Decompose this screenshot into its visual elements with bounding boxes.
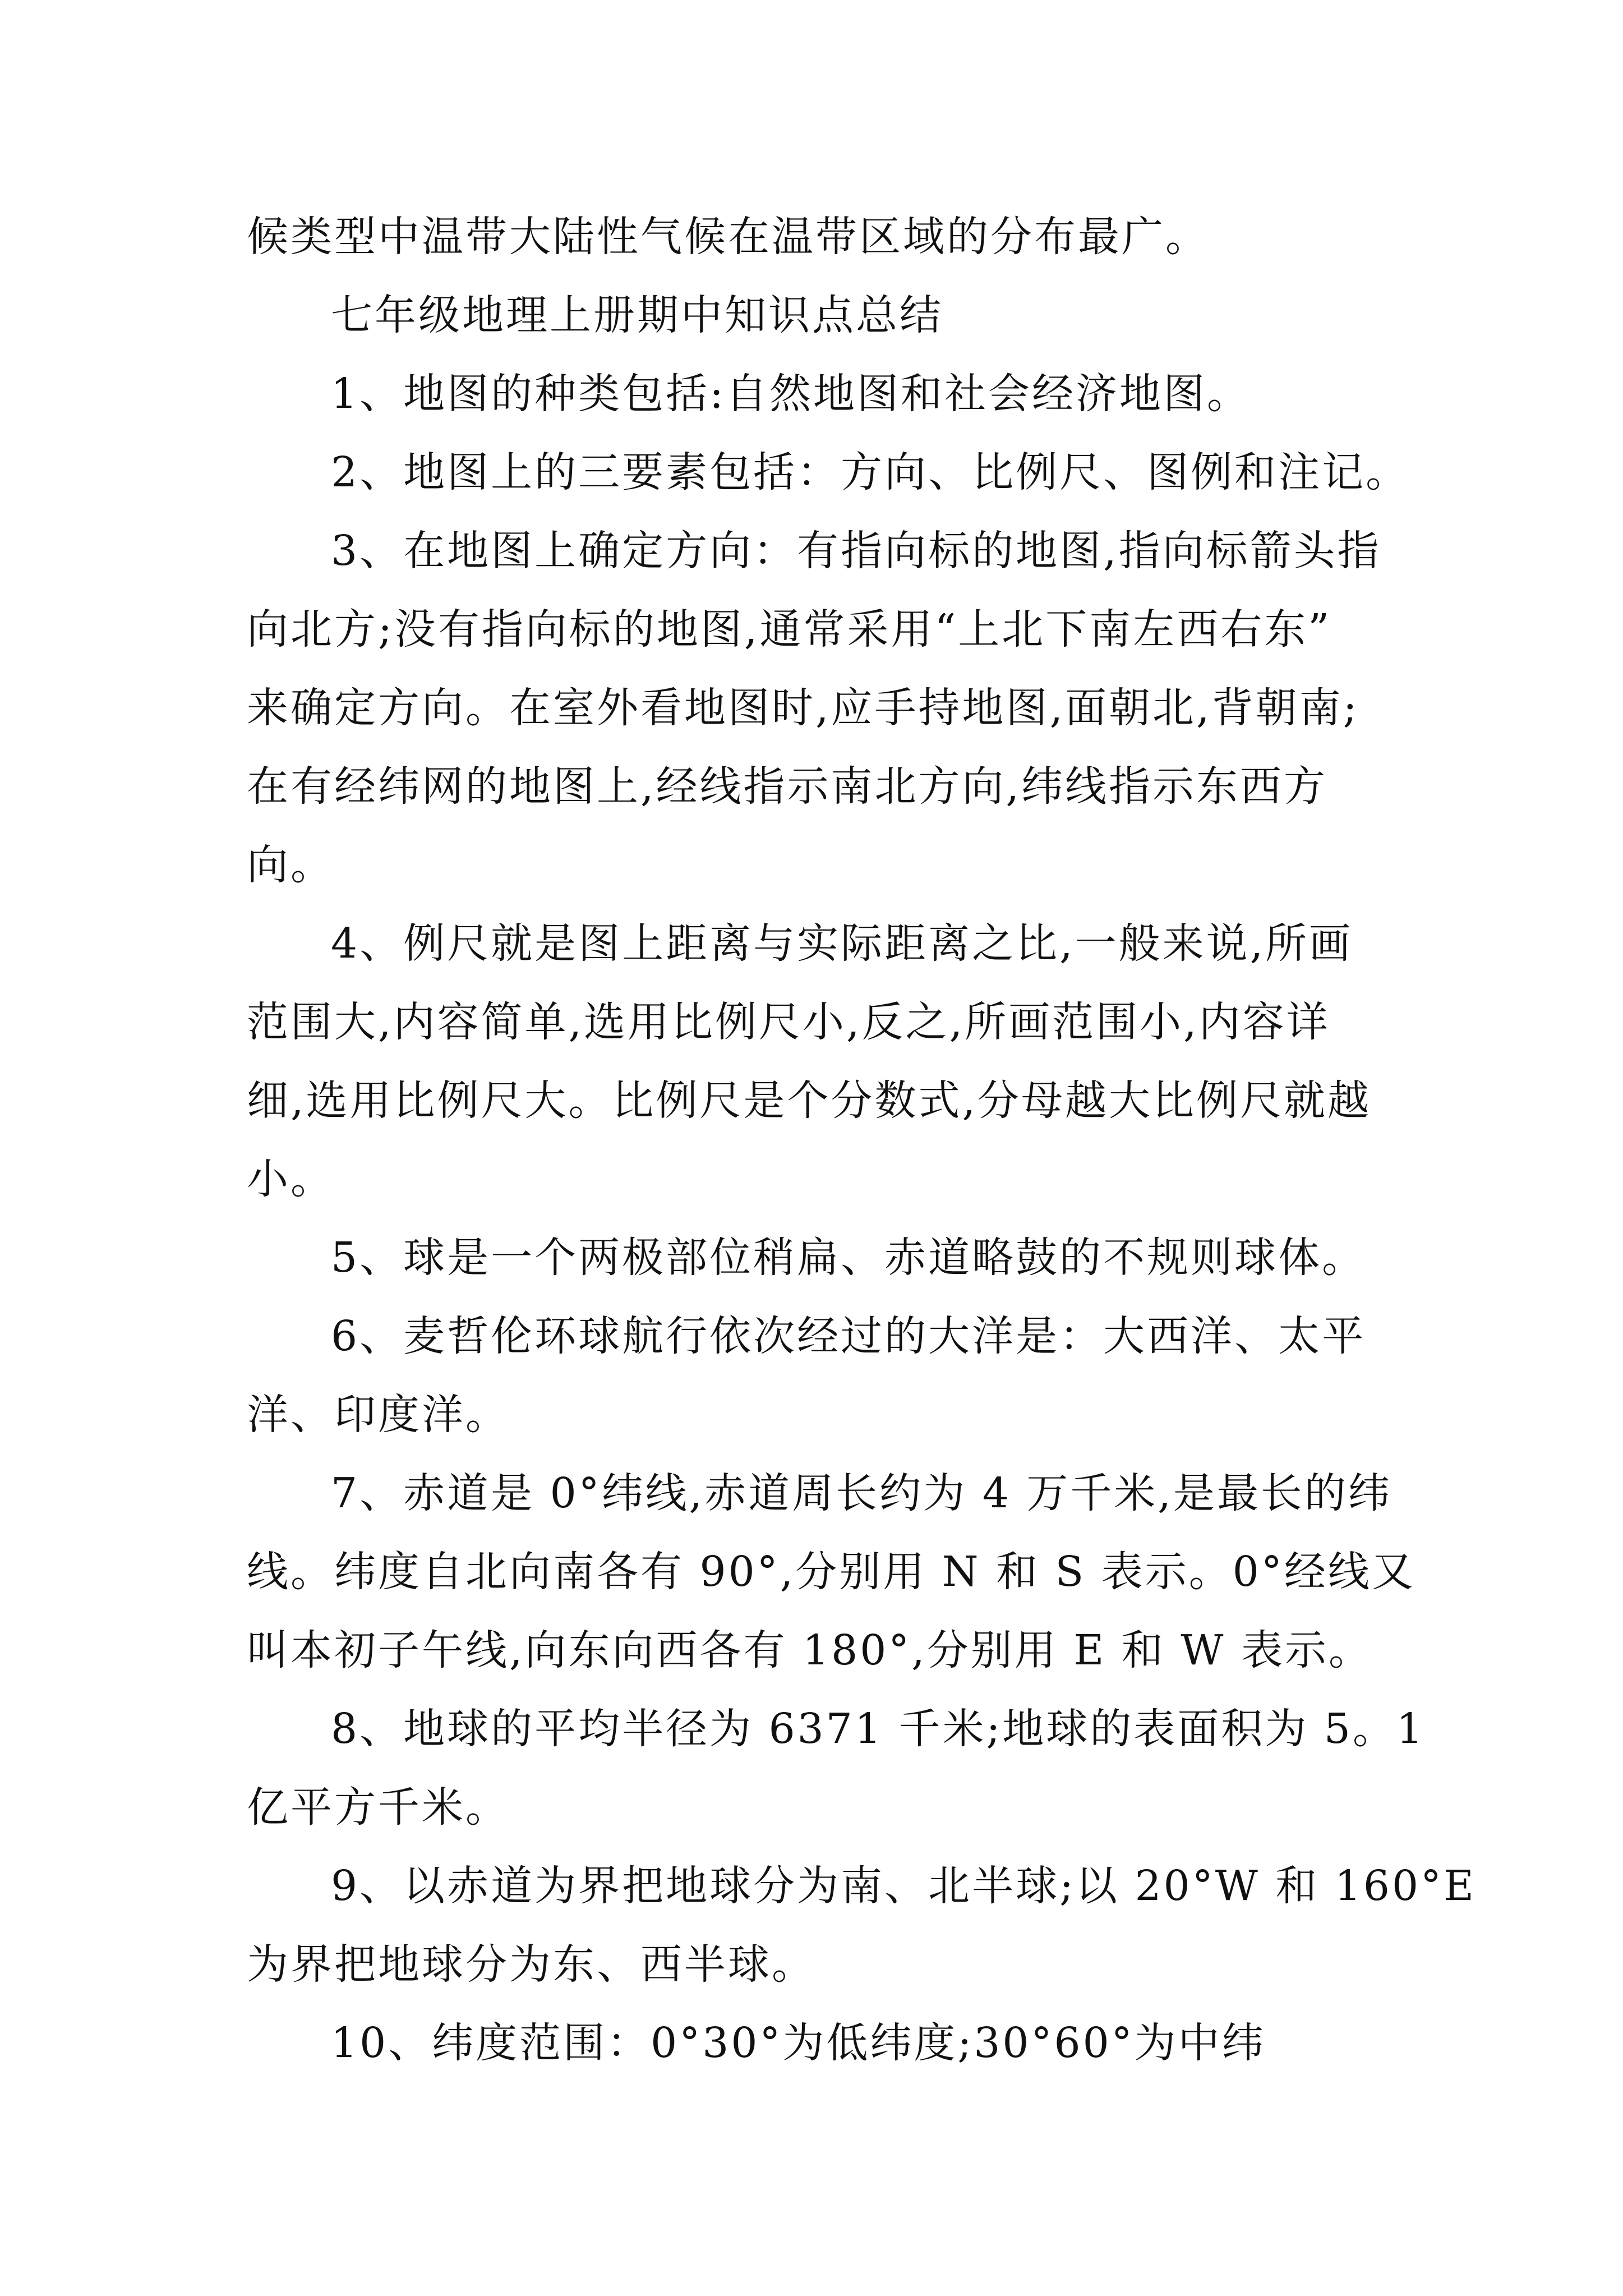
text-line: 叫本初子午线,向东向西各有 180°,分别用 E 和 W 表示。 — [247, 1626, 1372, 1674]
text-line: 1、地图的种类包括:自然地图和社会经济地图。 — [331, 370, 1251, 418]
text-line: 6、麦哲伦环球航行依次经过的大洋是：大西洋、太平 — [331, 1312, 1366, 1360]
text-line: 2、地图上的三要素包括：方向、比例尺、图例和注记。 — [331, 448, 1410, 496]
text-line: 洋、印度洋。 — [247, 1391, 509, 1439]
text-line: 为界把地球分为东、西半球。 — [247, 1940, 815, 1989]
text-line: 3、在地图上确定方向：有指向标的地图,指向标箭头指 — [331, 527, 1381, 575]
text-line: 向。 — [247, 841, 334, 889]
text-line: 细,选用比例尺大。比例尺是个分数式,分母越大比例尺就越 — [247, 1076, 1372, 1125]
text-line: 小。 — [247, 1155, 334, 1203]
text-line: 7、赤道是 0°纬线,赤道周长约为 4 万千米,是最长的纬 — [331, 1469, 1392, 1517]
text-line: 范围大,内容简单,选用比例尺小,反之,所画范围小,内容详 — [247, 998, 1330, 1046]
text-line: 线。纬度自北向南各有 90°,分别用 N 和 S 表示。0°经线又 — [247, 1548, 1415, 1596]
text-line: 5、球是一个两极部位稍扁、赤道略鼓的不规则球体。 — [331, 1234, 1366, 1282]
text-line: 10、纬度范围：0°30°为低纬度;30°60°为中纬 — [331, 2019, 1266, 2067]
text-line: 9、以赤道为界把地球分为南、北半球;以 20°W 和 160°E — [331, 1862, 1477, 1910]
text-line: 来确定方向。在室外看地图时,应手持地图,面朝北,背朝南; — [247, 684, 1359, 732]
section-heading: 七年级地理上册期中知识点总结 — [331, 291, 943, 339]
text-line: 在有经纬网的地图上,经线指示南北方向,纬线指示东西方 — [247, 762, 1328, 811]
text-line: 向北方;没有指向标的地图,通常采用“上北下南左西右东” — [247, 605, 1332, 654]
text-line: 4、例尺就是图上距离与实际距离之比,一般来说,所画 — [331, 919, 1353, 968]
text-line: 8、地球的平均半径为 6371 千米;地球的表面积为 5。1 — [331, 1705, 1426, 1753]
text-line: 亿平方千米。 — [247, 1783, 509, 1832]
text-line: 候类型中温带大陆性气候在温带区域的分布最广。 — [247, 213, 1209, 261]
